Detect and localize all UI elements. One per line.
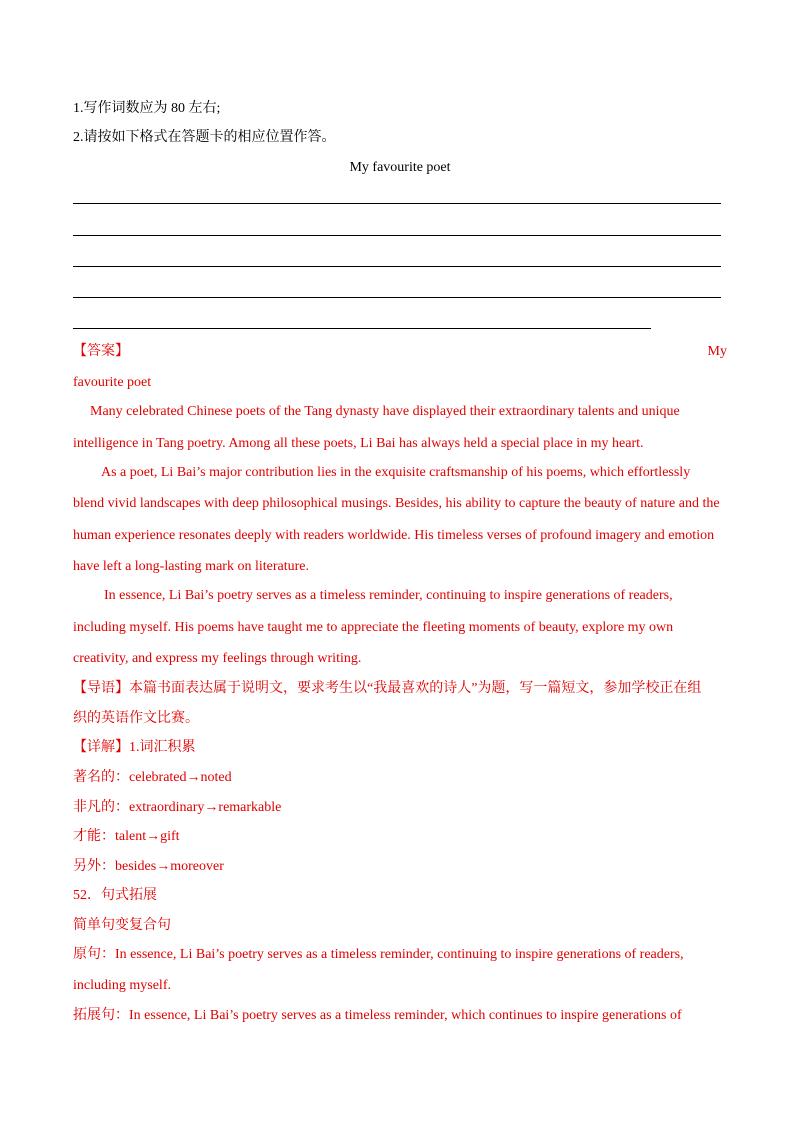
requirement-2: 2.请按如下格式在答题卡的相应位置作答。 (73, 130, 336, 145)
answer-p3-line: In essence, Li Bai’s poetry serves as a timeless reminder, continuing to inspire generations of readers, (104, 588, 673, 603)
answer-label: 【答案】 (73, 344, 129, 359)
original-sentence-line: including myself. (73, 978, 171, 993)
answer-line (73, 297, 721, 298)
expanded-sentence-line: 拓展句：In essence, Li Bai’s poetry serves as a timeless reminder, which continues to inspire generations of (73, 1008, 682, 1023)
guide-line: 【导语】本篇书面表达属于说明文，要求考生以“我最喜欢的诗人”为题，写一篇短文，参加学校正在组 (73, 681, 702, 696)
essay-title: My favourite poet (349, 160, 451, 175)
answer-title-part1: My (707, 344, 727, 359)
requirement-1: 1.写作词数应为 80 左右; (73, 101, 221, 116)
answer-p3-line: creativity, and express my feelings through writing. (73, 651, 362, 666)
answer-line (73, 235, 721, 236)
vocab-item: 非凡的：extraordinary→remarkable (73, 800, 282, 815)
answer-p3-line: including myself. His poems have taught me to appreciate the fleeting moments of beauty, explore my own (73, 620, 674, 635)
details-header: 【详解】1.词汇积累 (73, 740, 196, 755)
answer-line (73, 203, 721, 204)
vocab-item: 才能：talent→gift (73, 829, 180, 844)
answer-line (73, 328, 651, 329)
answer-p2-line: have left a long-lasting mark on literature. (73, 559, 309, 574)
vocab-item: 著名的：celebrated→noted (73, 770, 232, 785)
section-heading: 52．句式拓展 (73, 888, 157, 903)
section-subheading: 简单句变复合句 (73, 918, 171, 933)
original-sentence-line: 原句：In essence, Li Bai’s poetry serves as a timeless reminder, continuing to inspire generations of readers, (73, 947, 684, 962)
answer-p2-line: As a poet, Li Bai’s major contribution lies in the exquisite craftsmanship of his poems, which effortlessly (101, 465, 691, 480)
vocab-item: 另外：besides→moreover (73, 859, 224, 874)
answer-p1-line: Many celebrated Chinese poets of the Tang dynasty have displayed their extraordinary talents and unique (90, 404, 680, 419)
guide-line: 织的英语作文比赛。 (73, 711, 199, 726)
answer-title-part2: favourite poet (73, 375, 152, 390)
answer-line (73, 266, 721, 267)
answer-p1-line: intelligence in Tang poetry. Among all these poets, Li Bai has always held a special place in my heart. (73, 436, 644, 451)
answer-p2-line: human experience resonates deeply with readers worldwide. His timeless verses of profound imagery and emotion (73, 528, 715, 543)
answer-p2-line: blend vivid landscapes with deep philosophical musings. Besides, his ability to capture the beauty of nature and the (73, 496, 720, 511)
